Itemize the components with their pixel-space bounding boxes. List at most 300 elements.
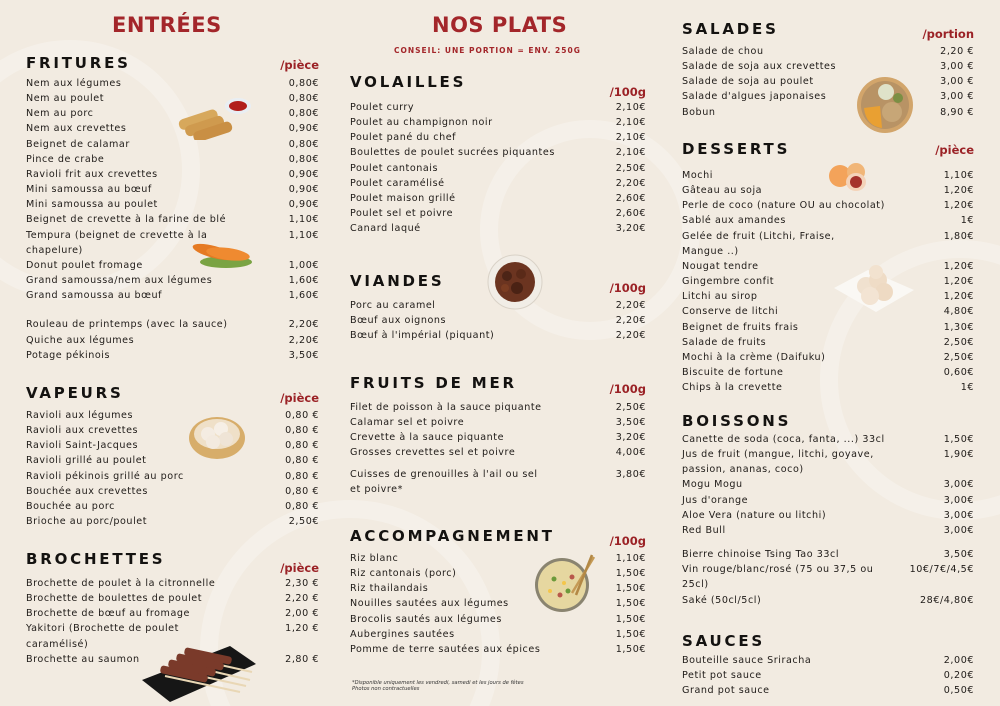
item-price: 3,50€ — [943, 549, 974, 561]
item-name: Poulet pané du chef — [350, 132, 457, 144]
menu-item — [26, 499, 319, 514]
item-name: Poulet curry — [350, 102, 415, 113]
menu-item — [682, 432, 974, 447]
item-name: Riz cantonais (porc) — [350, 568, 457, 580]
section-fritures — [26, 54, 319, 363]
menu-item — [350, 130, 646, 145]
footnote-photos: Photos non contractuelles — [352, 686, 420, 692]
unit-label: /pièce — [280, 561, 319, 575]
item-price: 0,80€ — [288, 108, 319, 120]
item-price: 2,10€ — [615, 102, 646, 113]
menu-item — [682, 653, 974, 668]
item-name: Nem aux légumes — [26, 78, 122, 89]
item-price: 1,20€ — [943, 200, 974, 212]
menu-item — [682, 380, 974, 395]
section-vapeurs — [26, 384, 319, 529]
unit-label: /pièce — [280, 58, 319, 72]
item-price: 1€ — [960, 382, 974, 394]
item-name: Red Bull — [682, 524, 726, 536]
item-name: Saké (50cl/5cl) — [682, 594, 762, 606]
item-name: Jus d'orange — [682, 494, 749, 506]
menu-item — [350, 467, 646, 497]
menu-item — [350, 176, 646, 191]
item-name: Nougat tendre — [682, 260, 759, 272]
menu-list — [26, 408, 319, 529]
item-name: Poulet au champignon noir — [350, 117, 493, 129]
item-name: Sablé aux amandes — [682, 215, 786, 227]
item-name: Potage pékinois — [26, 349, 111, 361]
menu-item — [682, 683, 974, 698]
item-price: 4,00€ — [615, 447, 646, 459]
item-price: 2,60€ — [615, 208, 646, 220]
item-price: 2,00€ — [943, 655, 974, 666]
item-price: 1,50€ — [615, 568, 646, 580]
item-price: 3,20€ — [615, 432, 646, 444]
menu-item — [26, 576, 319, 591]
item-name: Donut poulet fromage — [26, 259, 143, 271]
item-price: 0,20€ — [943, 670, 974, 682]
menu-item — [26, 258, 319, 273]
salade-photo — [856, 76, 914, 134]
menu-item — [350, 415, 646, 430]
item-price: 0,90€ — [288, 199, 319, 211]
item-price: 1,20€ — [943, 260, 974, 272]
menu-item — [682, 477, 974, 492]
menu-item — [26, 76, 319, 91]
nems-photo — [176, 96, 256, 140]
section-title: VIANDES — [350, 272, 445, 290]
item-name: Biscuite de fortune — [682, 367, 784, 379]
item-price: 1,10€ — [288, 229, 319, 241]
item-price: 1,00€ — [288, 259, 319, 271]
item-name: Chips à la crevette — [682, 382, 783, 394]
section-title: BROCHETTES — [26, 550, 166, 568]
item-price: 3,00 € — [940, 91, 974, 103]
item-name: Salade de chou — [682, 46, 764, 57]
item-price: 0,80 € — [285, 485, 319, 497]
item-name: Bouchée au porc — [26, 500, 115, 512]
unit-label: /portion — [922, 27, 974, 41]
menu-item — [682, 59, 974, 74]
section-title: ACCOMPAGNEMENT — [350, 527, 555, 545]
section-title: FRUITS DE MER — [350, 374, 517, 392]
menu-item — [26, 228, 319, 258]
item-name: Brochette au saumon — [26, 653, 140, 665]
item-price: 4,80€ — [943, 306, 974, 318]
menu-list — [682, 168, 974, 395]
menu-item — [26, 469, 319, 484]
menu-item — [26, 606, 319, 621]
menu-item — [350, 328, 646, 343]
item-price: 2,50€ — [288, 516, 319, 528]
item-price: 3,80€ — [615, 468, 646, 480]
menu-item — [26, 288, 319, 303]
page-title-plats: NOS PLATS — [432, 13, 568, 37]
unit-label: /100g — [609, 281, 646, 295]
item-price: 3,00€ — [943, 509, 974, 521]
item-price: 1,10€ — [943, 170, 974, 181]
menu-item — [682, 547, 974, 562]
menu-item — [682, 447, 974, 477]
item-price: 0,80 € — [285, 425, 319, 437]
item-name: Grand pot sauce — [682, 685, 770, 697]
menu-item — [682, 89, 974, 104]
item-price: 3,00€ — [943, 494, 974, 506]
item-price: 2,20€ — [615, 330, 646, 342]
unit-label: /100g — [609, 85, 646, 99]
item-price: 1,90€ — [943, 449, 974, 461]
menu-item — [350, 551, 646, 566]
menu-item — [350, 400, 646, 415]
item-price: 0,50€ — [943, 685, 974, 697]
item-price: 3,00 € — [940, 61, 974, 73]
item-price: 1,20€ — [943, 276, 974, 288]
menu-item — [682, 105, 974, 120]
item-name: Beignet de calamar — [26, 138, 130, 150]
item-price: 0,80€ — [288, 153, 319, 165]
menu-item — [350, 161, 646, 176]
menu-item — [350, 313, 646, 328]
menu-item — [26, 591, 319, 606]
item-name: Grosses crevettes sel et poivre — [350, 447, 516, 459]
item-name: Calamar sel et poivre — [350, 417, 465, 429]
menu-item — [350, 566, 646, 581]
item-price: 2,50€ — [943, 351, 974, 363]
item-name: Rouleau de printemps (avec la sauce) — [26, 319, 228, 331]
item-price: 1,50€ — [615, 583, 646, 595]
item-name: Nem au poulet — [26, 93, 105, 105]
menu-item — [350, 145, 646, 160]
footnote — [352, 680, 524, 692]
menu-item — [26, 197, 319, 212]
item-name: Petit pot sauce — [682, 670, 762, 682]
item-price: 0,80 € — [285, 440, 319, 452]
item-price: 0,90€ — [288, 184, 319, 196]
menu-list — [26, 317, 319, 362]
unit-label: /100g — [609, 382, 646, 396]
menu-item — [350, 430, 646, 445]
item-name: Poulet sel et poivre — [350, 208, 454, 220]
item-price: 2,50€ — [615, 162, 646, 174]
section-boissons — [682, 412, 974, 608]
menu-item — [26, 152, 319, 167]
item-price: 2,20 € — [940, 46, 974, 57]
menu-item — [26, 137, 319, 152]
section-sauces — [682, 632, 974, 698]
menu-item — [26, 167, 319, 182]
item-name: Brochette de poulet à la citronnelle — [26, 578, 216, 589]
menu-item — [682, 229, 974, 259]
item-price: 2,50€ — [943, 336, 974, 348]
menu-item — [26, 438, 319, 453]
menu-item — [682, 335, 974, 350]
menu-list — [26, 76, 319, 303]
item-name: Riz blanc — [350, 553, 399, 564]
item-name: Grand samoussa au bœuf — [26, 290, 163, 302]
item-name: Jus de fruit (mangue, litchi, goyave, passion, ananas, coco) — [682, 449, 874, 476]
menu-list — [682, 432, 974, 538]
item-name: Conserve de litchi — [682, 306, 779, 318]
item-name: Ravioli frit aux crevettes — [26, 168, 158, 180]
menu-item — [26, 514, 319, 529]
item-price: 1€ — [960, 215, 974, 227]
menu-list — [350, 100, 646, 236]
litchi-photo — [832, 262, 916, 312]
menu-item — [682, 274, 974, 289]
menu-item — [350, 221, 646, 236]
item-price: 0,90€ — [288, 168, 319, 180]
item-name: Porc au caramel — [350, 300, 436, 311]
item-price: 0,80€ — [288, 138, 319, 150]
item-price: 0,90€ — [288, 123, 319, 135]
item-name: Gâteau au soja — [682, 185, 763, 197]
menu-item — [350, 206, 646, 221]
tempura-photo — [186, 240, 256, 270]
menu-item — [682, 74, 974, 89]
item-name: Canette de soda (coca, fanta, ...) 33cl — [682, 434, 885, 445]
item-price: 1,50€ — [943, 434, 974, 445]
menu-item — [26, 484, 319, 499]
menu-item — [26, 273, 319, 288]
viande-photo — [487, 254, 543, 310]
item-price: 2,20€ — [615, 315, 646, 327]
menu-item — [682, 562, 974, 592]
item-name: Mochi — [682, 170, 713, 181]
item-price: 10€/7€/4,5€ — [909, 564, 974, 576]
section-title: BOISSONS — [682, 412, 792, 430]
item-price: 3,20€ — [615, 223, 646, 235]
item-name: Bouteille sauce Sriracha — [682, 655, 812, 666]
item-name: Ravioli pékinois grillé au porc — [26, 470, 184, 482]
section-title: SALADES — [682, 20, 779, 38]
item-name: Vin rouge/blanc/rosé (75 ou 37,5 ou 25cl) — [682, 564, 874, 591]
menu-item — [682, 198, 974, 213]
menu-item — [26, 348, 319, 363]
item-name: Nem au porc — [26, 108, 94, 120]
item-name: Bœuf aux oignons — [350, 315, 447, 327]
menu-list — [682, 44, 974, 120]
item-price: 1,20€ — [943, 185, 974, 197]
item-price: 1,20€ — [943, 291, 974, 303]
item-price: 1,50€ — [615, 628, 646, 640]
item-name: Bierre chinoise Tsing Tao 33cl — [682, 549, 840, 561]
item-name: Salade de fruits — [682, 336, 767, 348]
portion-advice: CONSEIL: UNE PORTION = ENV. 250G — [394, 46, 581, 55]
unit-label: /100g — [609, 534, 646, 548]
item-price: 1,50€ — [615, 613, 646, 625]
riz-cantonais-photo — [532, 553, 596, 613]
menu-item — [26, 182, 319, 197]
menu-item — [350, 581, 646, 596]
item-name: Bouchée aux crevettes — [26, 485, 148, 497]
item-name: Boulettes de poulet sucrées piquantes — [350, 147, 555, 159]
item-price: 2,00 € — [285, 608, 319, 620]
menu-item — [350, 115, 646, 130]
item-name: Salade de soja au poulet — [682, 76, 814, 88]
menu-item — [682, 508, 974, 523]
item-name: Brochette de boulettes de poulet — [26, 593, 203, 605]
menu-item — [682, 593, 974, 608]
menu-item — [350, 627, 646, 642]
item-name: Nem aux crevettes — [26, 123, 127, 135]
item-name: Salade de soja aux crevettes — [682, 61, 837, 73]
item-price: 8,90 € — [940, 106, 974, 118]
item-name: Brocolis sautés aux légumes — [350, 613, 502, 625]
item-name: Ravioli Saint-Jacques — [26, 440, 139, 452]
section-fruits-de-mer — [350, 374, 646, 497]
item-name: Gelée de fruit (Litchi, Fraise, Mangue ..) — [682, 230, 835, 257]
item-name: Mini samoussa au poulet — [26, 199, 158, 211]
item-name: Aubergines sautées — [350, 628, 455, 640]
item-price: 3,00€ — [943, 524, 974, 536]
item-name: Litchi au sirop — [682, 291, 758, 303]
section-title: SAUCES — [682, 632, 765, 650]
item-name: Ravioli grillé au poulet — [26, 455, 147, 467]
mochi-photo — [826, 162, 870, 192]
item-name: Mogu Mogu — [682, 479, 743, 491]
item-name: Aloe Vera (nature ou litchi) — [682, 509, 827, 521]
item-price: 1,30€ — [943, 321, 974, 333]
item-price: 1,50€ — [615, 643, 646, 655]
item-name: Riz thailandais — [350, 583, 429, 595]
item-name: Nouilles sautées aux légumes — [350, 598, 509, 610]
item-price: 1,50€ — [615, 598, 646, 610]
item-name: Beignet de crevette à la farine de blé — [26, 214, 227, 226]
item-price: 2,30 € — [285, 578, 319, 589]
item-price: 1,60€ — [288, 275, 319, 287]
item-name: Pince de crabe — [26, 153, 105, 165]
menu-item — [682, 350, 974, 365]
footnote-availability: *Disponible uniquement les vendredi, samedi et les jours de fêtes — [352, 680, 524, 686]
item-price: 1,60€ — [288, 290, 319, 302]
menu-item — [350, 596, 646, 611]
item-price: 2,20€ — [288, 334, 319, 346]
item-price: 0,80€ — [288, 78, 319, 89]
section-title: DESSERTS — [682, 140, 791, 158]
item-name: Filet de poisson à la sauce piquante — [350, 402, 542, 413]
item-price: 0,80€ — [288, 93, 319, 105]
item-name: Mochi à la crème (Daifuku) — [682, 351, 826, 363]
menu-item — [26, 91, 319, 106]
menu-item — [682, 668, 974, 683]
item-name: Canard laqué — [350, 223, 421, 235]
section-salades — [682, 20, 974, 120]
menu-item — [26, 212, 319, 227]
item-name: Pomme de terre sautées aux épices — [350, 643, 541, 655]
menu-item — [682, 320, 974, 335]
item-price: 2,10€ — [615, 132, 646, 144]
menu-item — [350, 100, 646, 115]
menu-item — [26, 408, 319, 423]
item-price: 1,10€ — [288, 214, 319, 226]
menu-list — [682, 653, 974, 698]
item-price: 2,50€ — [615, 402, 646, 413]
item-price: 0,80 € — [285, 410, 319, 421]
item-price: 0,80 € — [285, 500, 319, 512]
menu-item — [350, 612, 646, 627]
item-name: Brochette de bœuf au fromage — [26, 608, 190, 620]
unit-label: /pièce — [280, 391, 319, 405]
section-title: VAPEURS — [26, 384, 124, 402]
item-name: Grand samoussa/nem aux légumes — [26, 275, 213, 287]
menu-item — [682, 44, 974, 59]
item-price: 2,10€ — [615, 117, 646, 129]
menu-item — [682, 493, 974, 508]
menu-item — [26, 423, 319, 438]
item-name: Poulet caramélisé — [350, 177, 445, 189]
item-price: 2,10€ — [615, 147, 646, 159]
item-name: Cuisses de grenouilles à l'ail ou sel et poivre* — [350, 468, 538, 495]
menu-item — [350, 191, 646, 206]
item-name: Yakitori (Brochette de poulet caramélisé) — [26, 623, 179, 650]
item-name: Bœuf à l'impérial (piquant) — [350, 330, 495, 342]
item-price: 1,20 € — [285, 623, 319, 635]
item-price: 3,00 € — [940, 76, 974, 88]
page-title-entrees: ENTRÉES — [112, 13, 222, 37]
section-title: VOLAILLES — [350, 73, 467, 91]
item-name: Poulet cantonais — [350, 162, 439, 174]
menu-item — [682, 523, 974, 538]
item-price: 0,80 € — [285, 455, 319, 467]
item-price: 2,60€ — [615, 192, 646, 204]
menu-item — [26, 333, 319, 348]
item-price: 0,80 € — [285, 470, 319, 482]
dim-sum-photo — [188, 414, 246, 460]
item-name: Quiche aux légumes — [26, 334, 135, 346]
menu-list — [350, 400, 646, 497]
section-title: FRITURES — [26, 54, 131, 72]
item-price: 3,50€ — [288, 349, 319, 361]
menu-item — [26, 106, 319, 121]
item-price: 0,60€ — [943, 367, 974, 379]
menu-item — [350, 445, 646, 460]
item-name: Poulet maison grillé — [350, 192, 456, 204]
item-name: Beignet de fruits frais — [682, 321, 799, 333]
item-price: 1,10€ — [615, 553, 646, 564]
menu-item — [350, 642, 646, 657]
item-price: 1,80€ — [943, 230, 974, 242]
item-price: 2,80 € — [285, 653, 319, 665]
item-price: 2,20€ — [615, 300, 646, 311]
item-price: 2,20 € — [285, 593, 319, 605]
menu-list — [350, 551, 646, 657]
item-price: 3,00€ — [943, 479, 974, 491]
item-name: Ravioli aux crevettes — [26, 425, 139, 437]
unit-label: /pièce — [935, 143, 974, 157]
menu-item — [682, 213, 974, 228]
menu-item — [682, 259, 974, 274]
menu-item — [682, 365, 974, 380]
menu-item — [26, 317, 319, 332]
item-price: 28€/4,80€ — [920, 594, 974, 606]
item-name: Gingembre confit — [682, 276, 775, 288]
item-name: Crevette à la sauce piquante — [350, 432, 505, 444]
item-name: Ravioli aux légumes — [26, 410, 134, 421]
item-price: 2,20€ — [615, 177, 646, 189]
menu-item — [26, 453, 319, 468]
item-price: 2,20€ — [288, 319, 319, 331]
item-name: Brioche au porc/poulet — [26, 516, 148, 528]
menu-list — [682, 547, 974, 608]
section-volailles — [350, 73, 646, 236]
brochettes-photo — [140, 642, 258, 704]
item-name: Tempura (beignet de crevette à la chapelure) — [26, 229, 208, 256]
item-name: Perle de coco (nature OU au chocolat) — [682, 200, 885, 212]
menu-item — [682, 304, 974, 319]
menu-item — [682, 289, 974, 304]
item-name: Bobun — [682, 106, 716, 118]
menu-item — [26, 121, 319, 136]
